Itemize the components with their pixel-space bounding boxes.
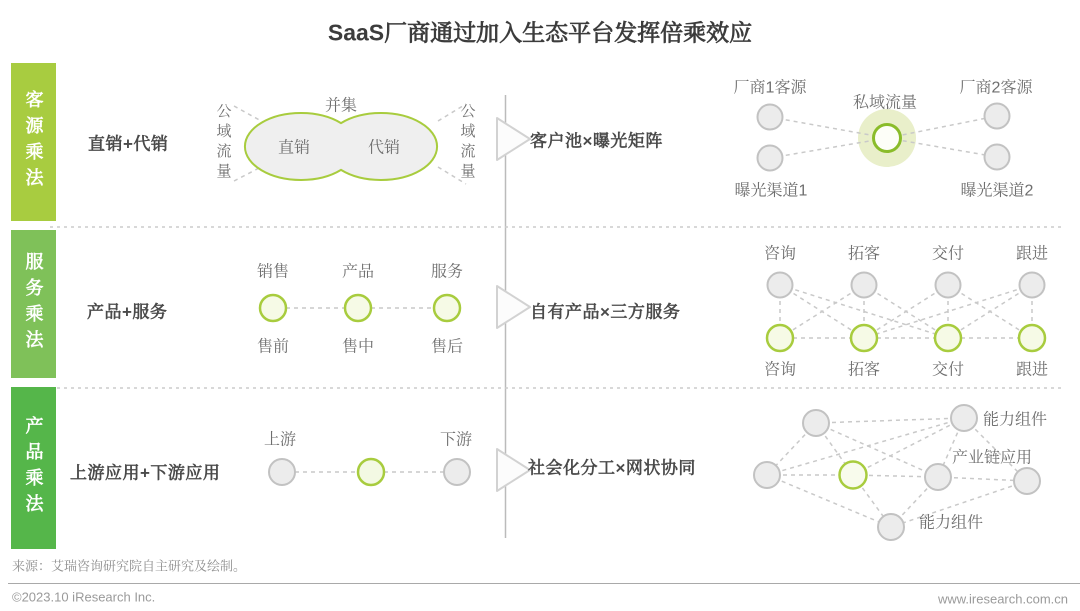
matrix-bottom-label-3: 交付 [931,361,965,379]
row3-left-title: 上游应用+下游应用 [70,463,221,483]
matrix-top-label-2: 拓客 [847,245,881,263]
channel2-label: 曝光渠道2 [960,182,1034,200]
union-label: 并集 [324,97,358,115]
stream-node-upstream [269,459,295,485]
matrix-top-node-1 [768,273,793,298]
arrow-row3 [497,449,530,491]
public-traffic-left-label: 公域流量 [214,103,232,183]
capability-component-top-label: 能力组件 [982,411,1048,429]
vendor1-label: 厂商1客源 [733,79,807,97]
sidebar-row3-product-multiplier: 产品乘法 [11,387,56,549]
channel1-label: 曝光渠道1 [734,182,808,200]
private-traffic-label: 私域流量 [852,94,918,112]
footer-divider [8,583,1080,584]
mesh-node-mid-right [925,464,951,490]
matrix-top-node-4 [1020,273,1045,298]
lobe-left-label: 直销 [277,139,311,157]
chain-bottom-label-1: 售前 [256,338,290,356]
matrix-top-label-3: 交付 [931,245,965,263]
sidebar-row2-service-multiplier: 服务乘法 [11,230,56,378]
matrix-bottom-label-4: 跟进 [1015,361,1049,379]
chain-bottom-label-3: 售后 [430,338,464,356]
node-vendor2 [985,104,1010,129]
mesh-node-top-right [951,405,977,431]
matrix-top-label-1: 咨询 [763,245,797,263]
website-url: www.iresearch.com.cn [937,591,1068,607]
mesh-node-center-green [840,462,867,489]
row1-right-title: 客户池×曝光矩阵 [530,131,663,151]
node-channel1 [758,146,783,171]
chain-bottom-label-2: 售中 [341,338,375,356]
divider-arrows [497,118,530,491]
page-title: SaaS厂商通过加入生态平台发挥倍乘效应 [327,19,753,46]
row1-network [758,104,1010,171]
row2-chain-diagram [260,295,460,321]
union-peanut-shape [245,113,437,180]
private-traffic-ring [874,125,901,152]
chain-top-label-1: 销售 [256,263,290,281]
mesh-node-bottom [878,514,904,540]
node-vendor1 [758,105,783,130]
matrix-bottom-node-2 [851,325,877,351]
source-note: 来源：艾瑞咨询研究院自主研究及绘制。 [12,558,247,574]
matrix-bottom-node-1 [767,325,793,351]
stream-node-center [358,459,384,485]
mesh-node-top-left [803,410,829,436]
upstream-label: 上游 [263,431,297,449]
downstream-label: 下游 [439,431,473,449]
sidebar-row1-customer-multiplier: 客源乘法 [11,63,56,221]
row1-left-title: 直销+代销 [88,134,169,154]
matrix-bottom-node-4 [1019,325,1045,351]
row2-matrix-diagram [767,273,1045,352]
matrix-bottom-label-2: 拓客 [847,361,881,379]
arrow-row1 [497,118,530,160]
chain-node-3 [434,295,460,321]
matrix-top-node-3 [936,273,961,298]
stream-node-downstream [444,459,470,485]
mesh-node-mid-left [754,462,780,488]
public-traffic-right-label: 公域流量 [458,103,476,183]
matrix-bottom-label-1: 咨询 [763,361,797,379]
copyright-text: ©2023.10 iResearch Inc. [12,589,156,605]
lobe-right-label: 代销 [367,139,401,157]
mesh-node-far-right [1014,468,1040,494]
node-channel2 [985,145,1010,170]
matrix-top-node-2 [852,273,877,298]
chain-node-2 [345,295,371,321]
row2-right-title: 自有产品×三方服务 [530,302,681,322]
arrow-row2 [497,286,530,328]
industry-chain-app-label: 产业链应用 [951,449,1033,467]
matrix-bottom-node-3 [935,325,961,351]
row3-stream-diagram [269,459,470,485]
chain-node-1 [260,295,286,321]
matrix-top-label-4: 跟进 [1015,245,1049,263]
row2-left-title: 产品+服务 [87,302,168,322]
chain-top-label-3: 服务 [430,263,464,281]
capability-component-bottom-label: 能力组件 [918,514,984,532]
row3-right-title: 社会化分工×网状协同 [528,458,696,478]
vendor2-label: 厂商2客源 [959,79,1033,97]
chain-top-label-2: 产品 [341,263,375,281]
